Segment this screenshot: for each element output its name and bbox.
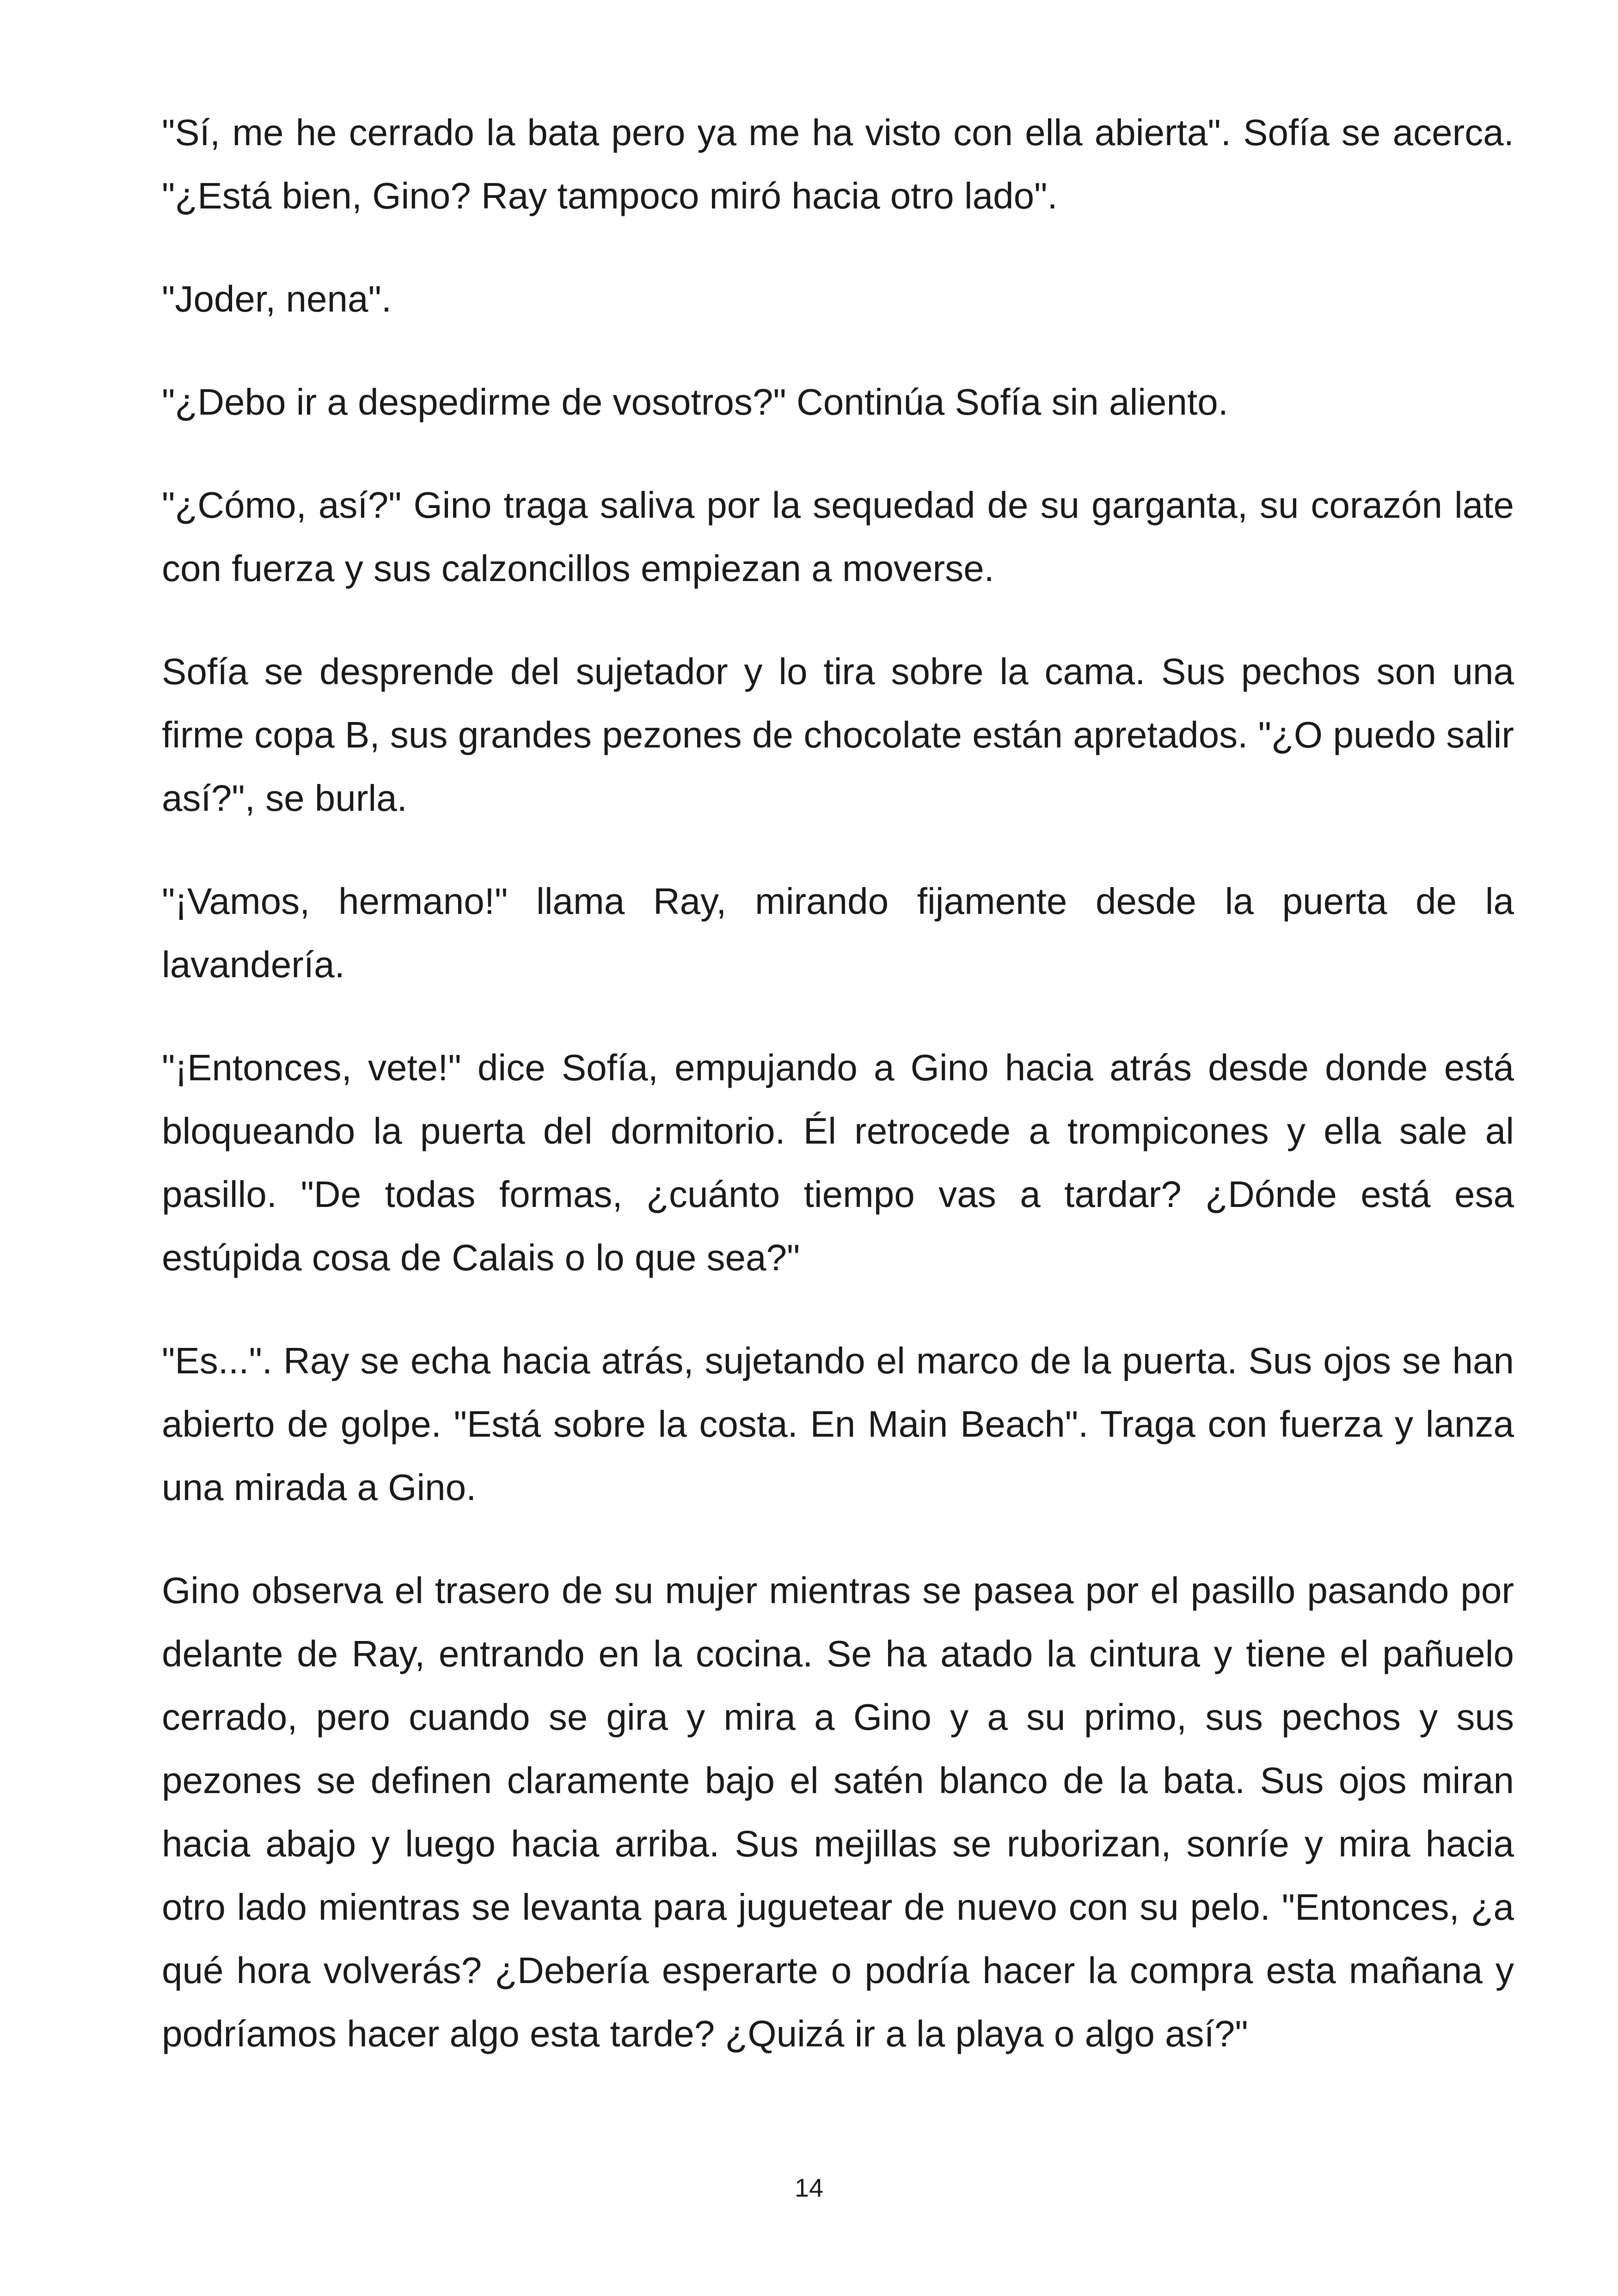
paragraph: Sofía se desprende del sujetador y lo tira sobre la cama. Sus pechos son una firme copa B, sus grandes pezones de chocolate están apretados. "¿O puedo salir así?", se burla.: [162, 651, 1514, 819]
body-text: [162, 101, 1514, 2105]
paragraph: Gino observa el trasero de su mujer mientras se pasea por el pasillo pasando por delante de Ray, entrando en la cocina. Se ha atado la cintura y tiene el pañuelo cerrado, pero cuando se gira y mira a Gino y a su primo, sus pechos y sus pezones se definen claramente bajo el satén blanco de la bata. Sus ojos miran hacia abajo y luego hacia arriba. Sus mejillas se ruborizan, sonríe y mira hacia otro lado mientras se levanta para juguetear de nuevo con su pelo. "Entonces, ¿a qué hora volverás? ¿Debería esperarte o podría hacer la compra esta mañana y podríamos hacer algo esta tarde? ¿Quizá ir a la playa o algo así?": [162, 1570, 1514, 2054]
paragraph: "¡Entonces, vete!" dice Sofía, empujando a Gino hacia atrás desde donde está bloqueando la puerta del dormitorio. Él retrocede a trompicones y ella sale al pasillo. "De todas formas, ¿cuánto tiempo vas a tardar? ¿Dónde está esa estúpida cosa de Calais o lo que sea?": [162, 1047, 1514, 1278]
paragraph: "Es...". Ray se echa hacia atrás, sujetando el marco de la puerta. Sus ojos se han abierto de golpe. "Está sobre la costa. En Main Beach". Traga con fuerza y lanza una mirada a Gino.: [162, 1340, 1514, 1508]
paragraph: "Joder, nena".: [162, 278, 392, 319]
page-number: 14: [794, 2173, 824, 2202]
paragraph: "Sí, me he cerrado la bata pero ya me ha visto con ella abierta". Sofía se acerca. "¿Está bien, Gino? Ray tampoco miró hacia otro lado".: [162, 112, 1514, 216]
paragraph: "¿Debo ir a despedirme de vosotros?" Continúa Sofía sin aliento.: [162, 381, 1228, 422]
paragraph: "¡Vamos, hermano!" llama Ray, mirando fijamente desde la puerta de la lavandería.: [162, 881, 1514, 985]
paragraph: "¿Cómo, así?" Gino traga saliva por la sequedad de su garganta, su corazón late con fuerza y sus calzoncillos empiezan a moverse.: [162, 484, 1514, 589]
